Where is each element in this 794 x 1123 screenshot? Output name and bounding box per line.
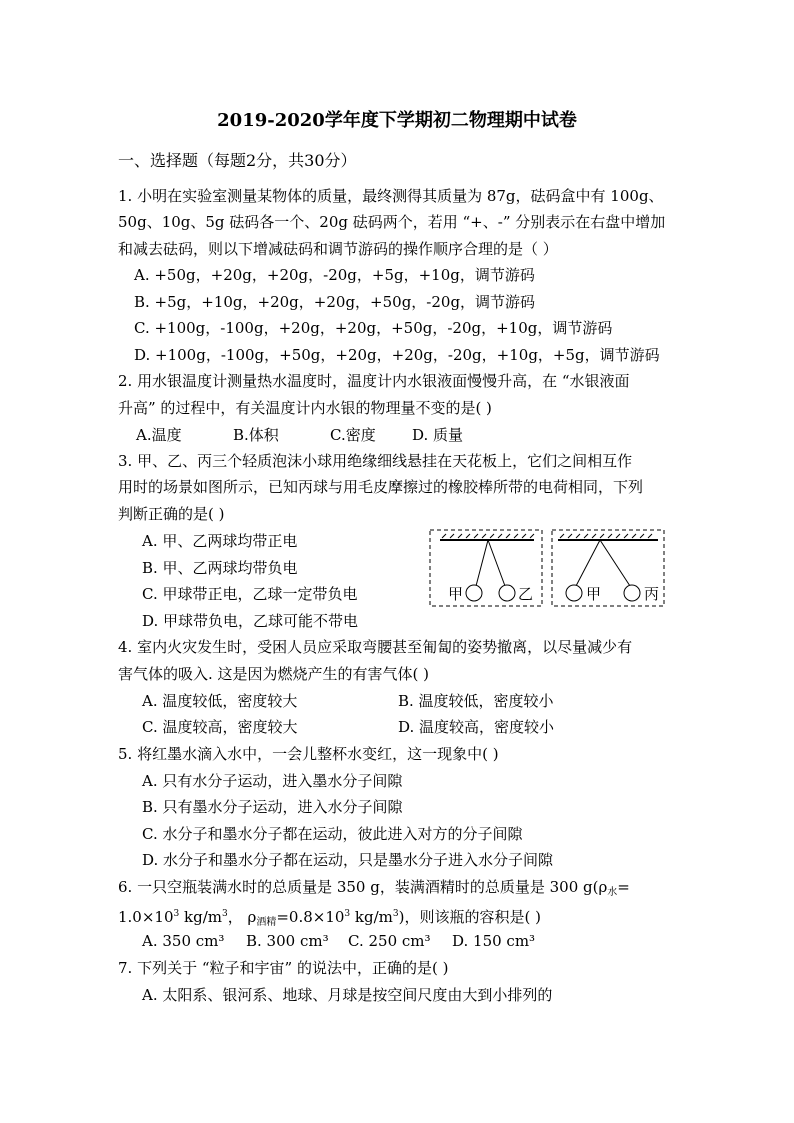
question-1-line-3: 和减去砝码，则以下增减砝码和调节游码的操作顺序合理的是（ ） [118,240,558,258]
question-4-line-1: 4. 室内火灾发生时，受困人员应采取弯腰甚至匍匐的姿势撤离，以尽量减少有 [118,638,633,656]
question-2-line-2: 升高” 的过程中，有关温度计内水银的物理量不变的是( ) [118,399,492,417]
question-7-line-1: 7. 下列关于 “粒子和宇宙” 的说法中，正确的是( ) [118,959,449,977]
ball-right-b [624,585,640,601]
q6-sup-1: 3 [173,909,180,919]
question-4-option-d: D. 温度较高，密度较小 [398,718,555,736]
label-right-a: 甲 [586,587,602,603]
q6-text-b: kg/m [179,908,222,926]
question-6-option-d: D. 150 cm³ [452,932,536,950]
label-left-b: 乙 [518,587,534,603]
question-1-line-1: 1. 小明在实验室测量某物体的质量，最终测得其质量为 87g，砝码盒中有 100g、 [118,187,664,205]
question-3-option-a: A. 甲、乙两球均带正电 [142,532,298,550]
ball-left-a [466,585,482,601]
q6-text-f: )，则该瓶的容积是( ) [398,908,541,926]
question-3-option-c: C. 甲球带正电，乙球一定带负电 [142,585,358,603]
question-1-option-b: B. +5g，+10g，+20g，+20g，+50g，-20g，调节游码 [134,293,536,311]
question-7-option-a: A. 太阳系、银河系、地球、月球是按空间尺度由大到小排列的 [142,986,553,1004]
question-4-option-c: C. 温度较高，密度较大 [142,718,298,736]
ceiling-hatch-right [560,534,652,538]
question-4-option-b: B. 温度较低，密度较小 [398,692,554,710]
question-1-option-d: D. +100g，-100g，+50g，+20g，+20g，-20g，+10g，+5g，调节游码 [134,346,660,364]
label-right-b: 丙 [644,587,660,603]
question-6-line-1 [118,877,630,903]
question-3-line-2: 用时的场景如图所示，已知丙球与用毛皮摩擦过的橡胶棒所带的电荷相同，下列 [118,478,644,496]
question-6-line-2 [118,904,541,933]
question-2-option-d: D. 质量 [412,426,464,444]
ball-right-a [566,585,582,601]
question-2-option-c: C.密度 [330,426,376,444]
question-2-line-1: 2. 用水银温度计测量热水温度时，温度计内水银液面慢慢升高，在 “水银液面 [118,372,630,390]
question-1-option-c: C. +100g，-100g，+20g，+20g，+50g，-20g，+10g，调节游码 [134,319,613,337]
thread-right-b [600,540,630,586]
q6-rho-alcohol-sub: 酒精 [256,917,277,928]
thread-left-a [476,540,488,586]
question-1-line-2: 50g、10g、5g 砝码各一个、20g 砝码两个，若用 “+、-” 分别表示在右盘中增加 [118,213,666,231]
question-5-option-b: B. 只有墨水分子运动，进入水分子间隙 [142,798,403,816]
question-3-option-d: D. 甲球带负电，乙球可能不带电 [142,612,359,630]
question-5-option-a: A. 只有水分子运动，进入墨水分子间隙 [142,772,403,790]
question-4-line-2: 害气体的吸入. 这是因为燃烧产生的有害气体( ) [118,665,430,683]
q6-text-c: ， ρ [227,908,257,926]
ball-left-b [499,585,515,601]
question-6-rho-water-sub: 水 [607,887,618,898]
question-3-line-3: 判断正确的是( ) [118,505,225,523]
q6-text-e: kg/m [350,908,393,926]
question-6-line-1-text: 6. 一只空瓶装满水时的总质量是 350 g，装满酒精时的总质量是 300 g(ρ [118,878,608,896]
page-title: 2019-2020学年度下学期初二物理期中试卷 [217,110,577,131]
thread-left-b [488,540,505,586]
question-5-option-c: C. 水分子和墨水分子都在运动，彼此进入对方的分子间隙 [142,825,523,843]
question-6-line-1-eq: = [617,878,630,896]
thread-right-a [576,540,600,586]
label-left-a: 甲 [448,587,464,603]
question-6-option-a: A. 350 cm³ [142,932,225,950]
question-1-option-a: A. +50g，+20g，+20g，-20g，+5g，+10g，调节游码 [134,266,535,284]
q6-sup-2: 3 [222,909,228,919]
ceiling-hatch-left [442,534,534,538]
question-2-option-b: B.体积 [233,426,279,444]
section-title: 一、选择题（每题2分，共30分） [118,151,357,170]
q6-sup-4: 3 [392,909,399,919]
question-2-option-a: A.温度 [136,426,182,444]
question-5-option-d: D. 水分子和墨水分子都在运动，只是墨水分子进入水分子间隙 [142,851,554,869]
question-3-line-1: 3. 甲、乙、丙三个轻质泡沫小球用绝缘细线悬挂在天花板上，它们之间相互作 [118,452,633,470]
charged-balls-figure [428,528,668,608]
question-6-option-b: B. 300 cm³ [246,932,329,950]
q6-text-d: =0.8×10 [276,908,345,926]
question-3-option-b: B. 甲、乙两球均带负电 [142,559,298,577]
question-5-line-1: 5. 将红墨水滴入水中，一会儿整杯水变红，这一现象中( ) [118,745,499,763]
q6-sup-3: 3 [344,909,351,919]
question-4-option-a: A. 温度较低，密度较大 [142,692,298,710]
q6-text-a: 1.0×10 [118,908,174,926]
question-6-option-c: C. 250 cm³ [348,932,431,950]
